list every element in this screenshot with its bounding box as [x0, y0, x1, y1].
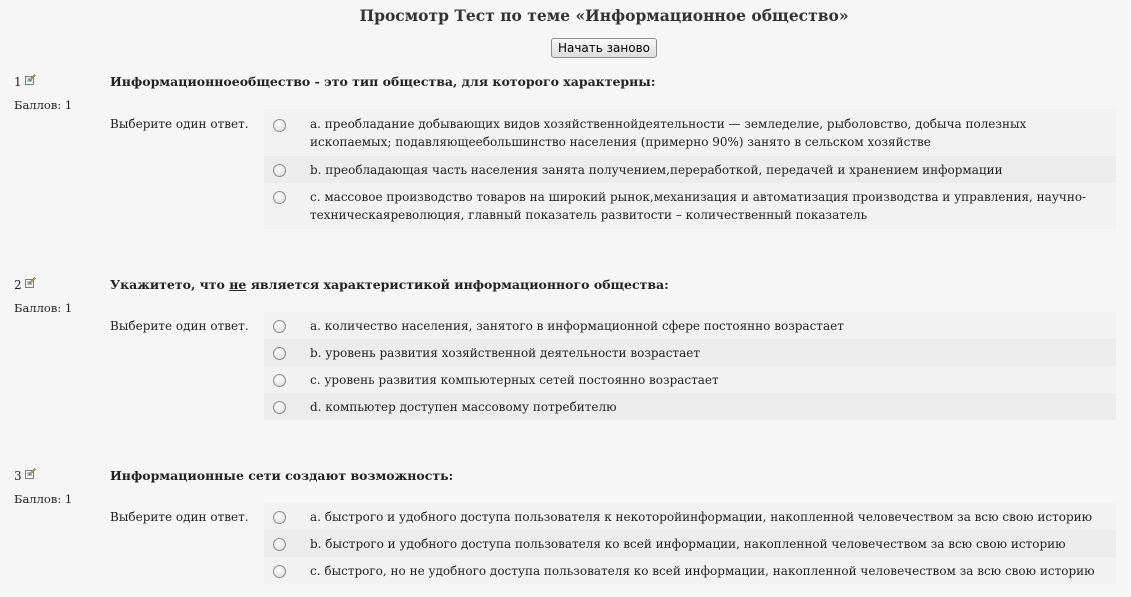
answer-label: a. количество населения, занятого в информационной сфере постоянно возрастает	[310, 319, 844, 333]
question-grade: Баллов: 1	[14, 98, 73, 112]
negation-emphasis: не	[229, 277, 247, 292]
answer-prompt: Выберите один ответ.	[110, 117, 249, 131]
answer-radio[interactable]	[273, 374, 286, 387]
answer-list	[264, 503, 1116, 584]
answer-option[interactable]	[264, 393, 1116, 420]
answer-prompt: Выберите один ответ.	[110, 510, 249, 524]
answer-radio[interactable]	[273, 164, 286, 177]
answer-label: b. быстрого и удобного доступа пользователя ко всей информации, накопленной человечеством за всю свою историю	[310, 537, 1066, 551]
question-text: Информационные сети создают возможность:	[110, 468, 454, 483]
answer-option[interactable]	[264, 183, 1116, 229]
answer-radio[interactable]	[273, 320, 286, 333]
answer-label: d. компьютер доступен массовому потребителю	[310, 400, 617, 414]
answer-label: b. уровень развития хозяйственной деятельности возрастает	[310, 346, 700, 360]
page-title: Просмотр Тест по теме «Информационное общество»	[359, 6, 849, 25]
answer-list	[264, 109, 1116, 229]
answer-label: c. уровень развития компьютерных сетей постоянно возрастает	[310, 373, 719, 387]
question-number: 3	[14, 469, 22, 483]
answer-option[interactable]	[264, 557, 1116, 584]
answer-radio[interactable]	[273, 565, 286, 578]
answer-prompt: Выберите один ответ.	[110, 319, 249, 333]
answer-radio[interactable]	[273, 401, 286, 414]
answer-label: c. быстрого, но не удобного доступа пользователя ко всей информации, накопленной человечеством за всю свою историю	[310, 564, 1095, 578]
answer-option[interactable]	[264, 156, 1116, 183]
answer-label: b. преобладающая часть населения занята получением,переработкой, передачей и хранением информации	[310, 163, 1003, 177]
answer-radio[interactable]	[273, 119, 286, 132]
question-text: Укажитето, что не является характеристикой информационного общества:	[110, 277, 669, 292]
edit-icon[interactable]	[25, 468, 36, 479]
answer-list	[264, 312, 1116, 420]
question-text: Информационноеобщество - это тип общества, для которого характерны:	[110, 74, 656, 89]
answer-option[interactable]	[264, 339, 1116, 366]
question-number: 1	[14, 75, 22, 89]
answer-label: a. преобладание добывающих видов хозяйственнойдеятельности — земледелие, рыболовство, добыча полезных ископаемых; подавляющеебольшинство населения (примерно 90%) занято в сельском хозяйстве	[310, 117, 1027, 149]
answer-option[interactable]	[264, 503, 1116, 530]
answer-radio[interactable]	[273, 347, 286, 360]
answer-radio[interactable]	[273, 511, 286, 524]
answer-label: a. быстрого и удобного доступа пользователя к некоторойинформации, накопленной человечеством за всю свою историю	[310, 510, 1093, 524]
answer-label: c. массовое производство товаров на широкий рынок,механизация и автоматизация производства и управления, научно-техническаяреволюция, главный показатель развитости – количественный показатель	[310, 190, 1087, 222]
question-number: 2	[14, 278, 22, 292]
edit-icon[interactable]	[25, 74, 36, 85]
question-grade: Баллов: 1	[14, 492, 73, 506]
answer-radio[interactable]	[273, 191, 286, 204]
question-grade: Баллов: 1	[14, 301, 73, 315]
edit-icon[interactable]	[25, 277, 36, 288]
answer-option[interactable]	[264, 530, 1116, 557]
answer-radio[interactable]	[273, 538, 286, 551]
restart-button[interactable]: Начать заново	[551, 38, 657, 58]
answer-option[interactable]	[264, 366, 1116, 393]
answer-option[interactable]	[264, 312, 1116, 339]
answer-option[interactable]	[264, 109, 1116, 156]
